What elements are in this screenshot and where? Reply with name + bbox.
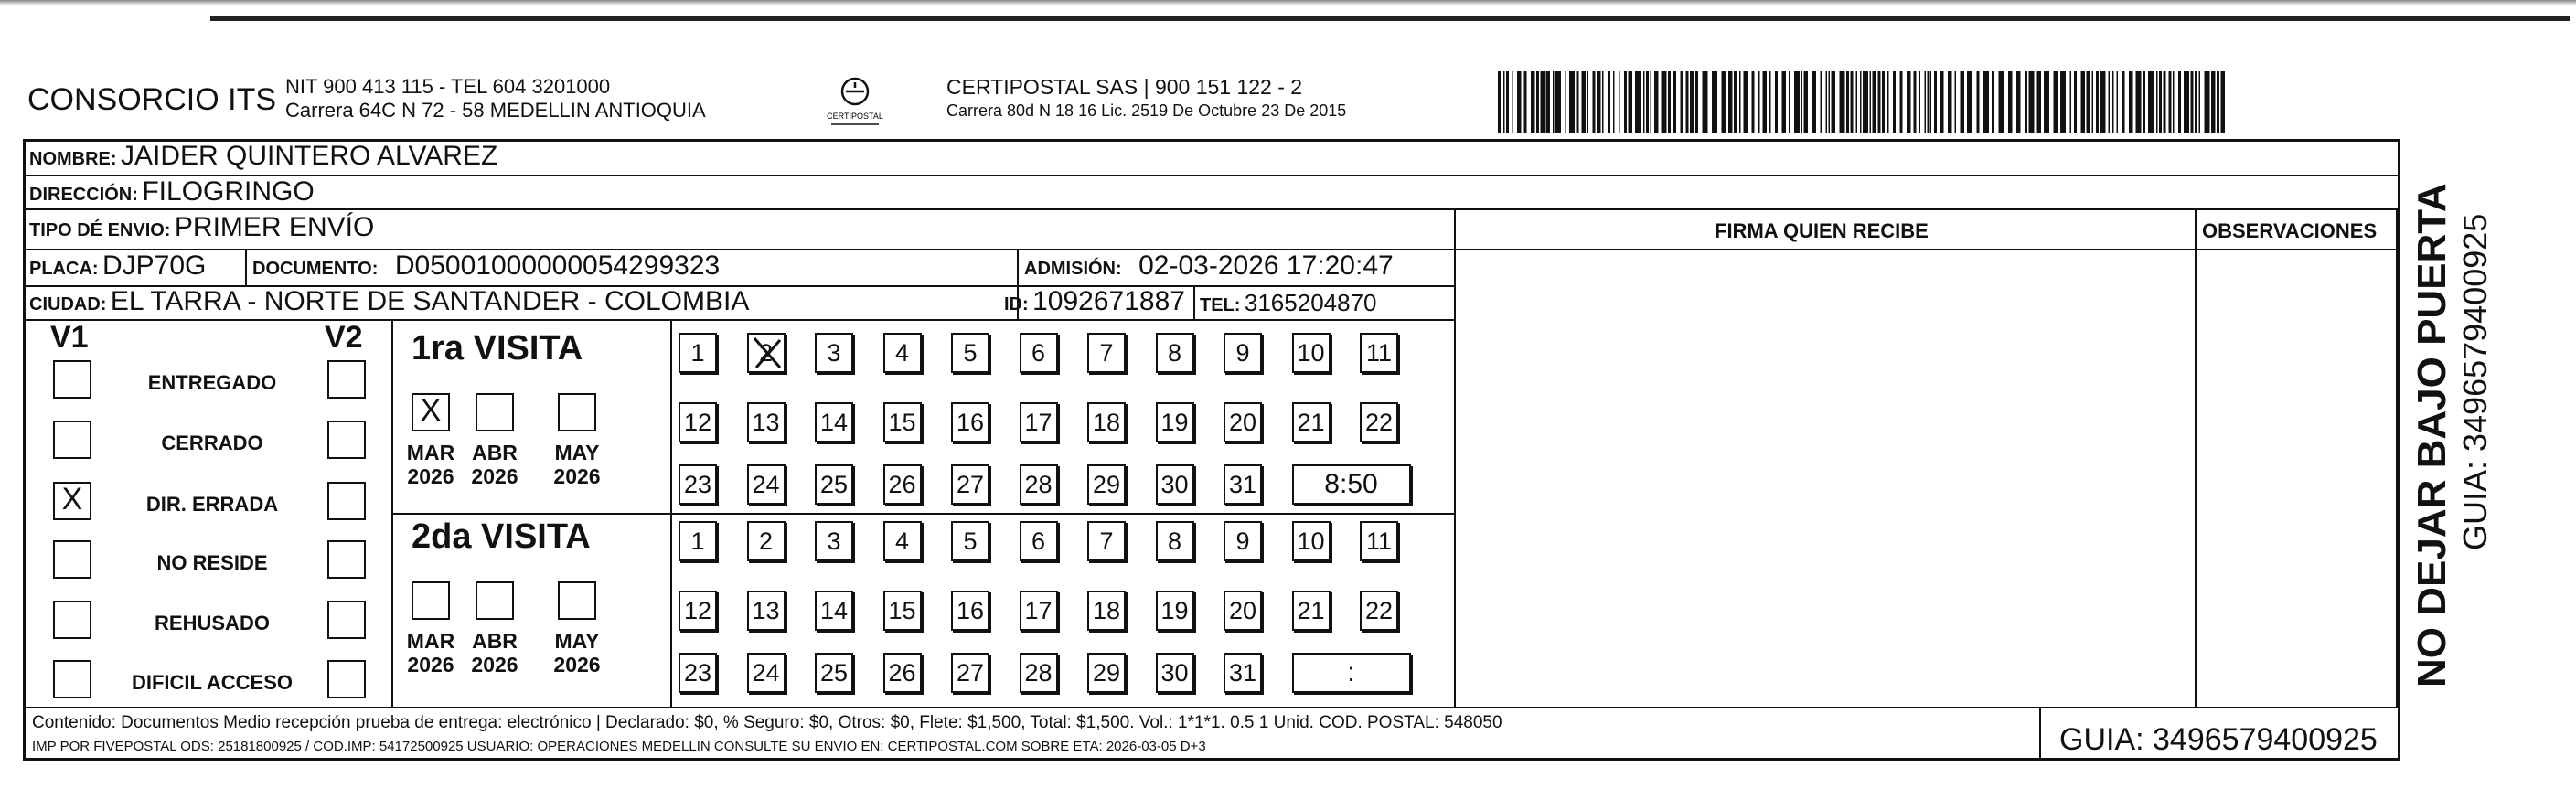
second-day-box[interactable]: 18 [1087,591,1126,631]
col-divider [245,249,247,285]
placa-label: PLACA: [29,259,99,279]
col-divider [1193,285,1195,319]
second-year-label: 2026 [407,653,454,676]
col-divider [1454,208,1456,707]
second-day-box[interactable]: 16 [951,591,989,631]
tel-cell [1200,289,1377,317]
direccion-value: FILOGRINGO [142,176,315,207]
status-label: DIR. ERRADA [145,493,279,516]
col-divider [670,319,672,707]
first-month-label: MAR [406,441,455,464]
tipo-label: TIPO DÉ ENVIO: [29,220,171,240]
first-day-box[interactable]: 31 [1224,464,1262,505]
second-month-label: MAY [554,629,600,653]
first-day-box[interactable]: 27 [951,464,989,505]
first-day-box[interactable]: 11 [1360,333,1398,373]
row-divider [23,208,2400,210]
second-time-box[interactable]: : [1292,653,1411,693]
documento-value: D05001000000054299323 [394,250,721,281]
placa-cell [29,250,206,282]
firma-label: FIRMA QUIEN RECIBE [1715,219,1929,242]
col-divider [2039,707,2041,761]
second-day-box[interactable]: 7 [1087,521,1126,561]
second-day-box[interactable]: 21 [1292,591,1331,631]
ciudad-label: CIUDAD: [29,294,107,314]
first-day-box[interactable]: 21 [1292,402,1331,442]
first-day-box[interactable]: 30 [1156,464,1194,505]
first-day-box[interactable]: 5 [951,333,989,373]
day-cross-mark [749,335,786,371]
first-month-checkbox[interactable] [558,393,596,431]
ciudad-cell [29,286,749,317]
v2-checkbox[interactable] [327,601,366,639]
footer-divider [23,707,2400,708]
second-day-box[interactable]: 19 [1156,591,1194,631]
v1-checkbox[interactable] [53,660,91,698]
col-divider [391,319,393,707]
certi-info [946,75,1346,123]
admision-label: ADMISIÓN: [1024,259,1122,279]
second-day-box[interactable]: 12 [679,591,717,631]
admision-value: 02-03-2026 17:20:47 [1138,250,1394,281]
ciudad-value: EL TARRA - NORTE DE SANTANDER - COLOMBIA [110,286,750,316]
second-day-box[interactable]: 1 [679,521,717,561]
second-day-box[interactable]: 25 [815,653,853,693]
first-day-box[interactable]: 28 [1020,464,1058,505]
second-day-box[interactable]: 23 [679,653,717,693]
direccion-label: DIRECCIÓN: [29,185,138,205]
second-day-box[interactable]: 3 [815,521,853,561]
row-divider [23,319,1454,321]
first-day-box[interactable]: 9 [1224,333,1262,373]
first-day-box[interactable]: 24 [747,464,786,505]
second-visit-title: 2da VISITA [412,517,591,556]
first-day-box[interactable]: 16 [951,402,989,442]
v2-checkbox[interactable] [327,660,366,698]
first-day-box[interactable]: 25 [815,464,853,505]
documento-cell [252,250,720,282]
second-year-label: 2026 [553,653,601,676]
second-month-checkbox[interactable] [412,581,450,620]
first-day-box[interactable]: 12 [679,402,717,442]
first-time-box[interactable]: 8:50 [1292,464,1411,505]
first-day-box[interactable]: 3 [815,333,853,373]
footer-print-info: IMP POR FIVEPOSTAL ODS: 25181800925 / COD.IMP: 54172500925 USUARIO: OPERACIONES MEDELLIN CONSULTE SU ENVIO EN: CERTIPOSTAL.COM SOBRE ETA: 2026-03-05 D+3 [32,739,1206,754]
first-month-checkbox[interactable] [412,393,450,431]
tipo-row [29,212,374,243]
second-month-label: MAR [406,629,455,653]
first-year-label: 2026 [407,464,454,488]
first-year-label: 2026 [553,464,601,488]
second-year-label: 2026 [471,653,518,676]
first-day-box[interactable]: 23 [679,464,717,505]
nombre-row [29,141,497,172]
footer-content: Contenido: Documentos Medio recepción prueba de entrega: electrónico | Declarado: $0, % Seguro: $0, Otros: $0, Flete: $1,500, Total: $1,500. Vol.: 1*1*1. 0.5 1 Unid. COD. POSTAL: 548050 [32,713,1502,732]
second-month-checkbox[interactable] [558,581,596,620]
admision-cell [1024,250,1394,282]
nit-line: NIT 900 413 115 - TEL 604 3201000 [285,75,611,98]
second-day-box[interactable]: 6 [1020,521,1058,561]
first-month-label: MAY [554,441,600,464]
observaciones-label: OBSERVACIONES [2202,219,2378,242]
second-day-box[interactable]: 24 [747,653,786,693]
v1-checkbox[interactable] [53,421,91,459]
visit-divider [391,513,1454,515]
status-label: CERRADO [161,431,263,454]
v2-checkbox[interactable] [327,540,366,579]
tel-value: 3165204870 [1244,289,1377,316]
first-day-box[interactable] [747,333,786,373]
first-day-box[interactable]: 19 [1156,402,1194,442]
second-day-box[interactable]: 2 [747,521,786,561]
nombre-label: NOMBRE: [29,149,117,169]
direccion-row [29,176,315,208]
col-divider [2195,208,2197,707]
documento-label: DOCUMENTO: [252,259,379,279]
row-divider [23,175,2400,176]
second-day-box[interactable]: 4 [883,521,922,561]
delivery-form [23,139,2400,761]
second-day-box[interactable]: 11 [1360,521,1398,561]
status-label: NO RESIDE [156,551,268,574]
status-label: DIFICIL ACCESO [131,671,293,694]
tel-label: TEL: [1200,295,1241,315]
id-label: ID: [1004,294,1029,314]
first-day-box[interactable]: 17 [1020,402,1058,442]
first-day-box[interactable]: 29 [1087,464,1126,505]
nombre-value: JAIDER QUINTERO ALVAREZ [121,141,498,171]
first-day-box[interactable]: 18 [1087,402,1126,442]
placa-value: DJP70G [102,250,207,281]
first-day-box[interactable]: 7 [1087,333,1126,373]
company-info [285,75,706,123]
second-day-box[interactable]: 22 [1360,591,1398,631]
status-label: ENTREGADO [147,371,277,394]
second-day-box[interactable]: 5 [951,521,989,561]
v1-checkbox[interactable] [53,540,91,579]
logo-text: CERTIPOSTAL [827,112,883,121]
v2-checkbox[interactable] [327,360,366,399]
scan-edge [0,0,2576,5]
second-month-checkbox[interactable] [476,581,514,620]
first-month-checkbox[interactable] [476,393,514,431]
certi-address: Carrera 80d N 18 16 Lic. 2519 De Octubre 23 De 2015 [946,101,1347,120]
second-day-box[interactable]: 28 [1020,653,1058,693]
v2-checkbox[interactable] [327,421,366,459]
second-day-box[interactable]: 30 [1156,653,1194,693]
first-month-mark: X [420,393,442,428]
id-cell [1004,286,1185,317]
first-day-box[interactable]: 13 [747,402,786,442]
first-day-box[interactable]: 1 [679,333,717,373]
first-year-label: 2026 [471,464,518,488]
footer-guia: GUIA: 3496579400925 [2059,722,2378,757]
day-number: 2 [758,339,774,367]
first-month-label: ABR [472,441,518,464]
certi-line: CERTIPOSTAL SAS | 900 151 122 - 2 [946,75,1303,99]
address-line: Carrera 64C N 72 - 58 MEDELLIN ANTIOQUIA [285,99,706,122]
second-day-box[interactable]: 14 [815,591,853,631]
side-guia: GUIA: 3496579400925 [2456,213,2494,550]
id-value: 1092671887 [1032,286,1185,316]
company-name: CONSORCIO ITS [27,82,277,117]
barcode [1498,71,2225,133]
first-day-box[interactable]: 8 [1156,333,1194,373]
row-divider [1454,249,2396,250]
second-day-box[interactable]: 10 [1292,521,1331,561]
second-day-box[interactable]: 26 [883,653,922,693]
second-day-box[interactable]: 27 [951,653,989,693]
second-day-box[interactable]: 9 [1224,521,1262,561]
second-day-box[interactable]: 31 [1224,653,1262,693]
col-divider [2396,208,2398,707]
first-day-box[interactable]: 15 [883,402,922,442]
first-day-box[interactable]: 4 [883,333,922,373]
first-day-box[interactable]: 6 [1020,333,1058,373]
v1-label: V1 [50,320,89,355]
first-day-box[interactable]: 22 [1360,402,1398,442]
v2-checkbox[interactable] [327,482,366,520]
first-visit-title: 1ra VISITA [412,329,583,368]
second-day-box[interactable]: 8 [1156,521,1194,561]
second-month-label: ABR [472,629,518,653]
v1-checkbox[interactable] [53,482,91,520]
scan-edge-line [210,16,2570,21]
second-day-box[interactable]: 20 [1224,591,1262,631]
first-day-box[interactable]: 10 [1292,333,1331,373]
v1-mark: X [61,482,83,517]
second-day-box[interactable]: 17 [1020,591,1058,631]
v1-checkbox[interactable] [53,360,91,399]
v1-checkbox[interactable] [53,601,91,639]
v2-label: V2 [325,320,363,355]
certipostal-logo [818,73,892,128]
first-day-box[interactable]: 14 [815,402,853,442]
first-day-box[interactable]: 20 [1224,402,1262,442]
first-day-box[interactable]: 26 [883,464,922,505]
second-day-box[interactable]: 29 [1087,653,1126,693]
tipo-value: PRIMER ENVÍO [174,212,375,242]
no-dejar-warning: NO DEJAR BAJO PUERTA [2410,183,2454,687]
second-day-box[interactable]: 13 [747,591,786,631]
second-day-box[interactable]: 15 [883,591,922,631]
status-label: REHUSADO [155,612,270,634]
